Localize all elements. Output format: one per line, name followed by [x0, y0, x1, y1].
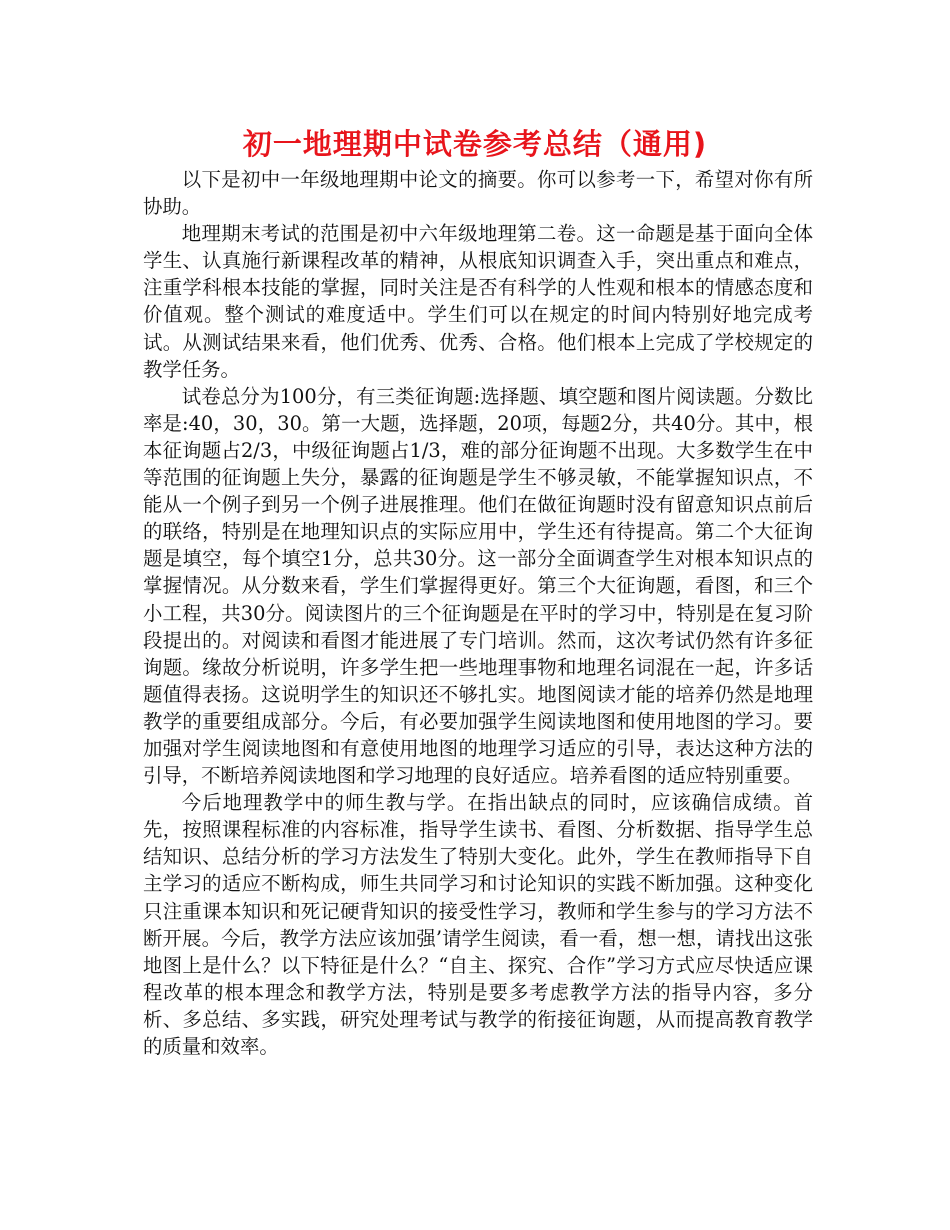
paragraph-exam-analysis: 试卷总分为100分，有三类征询题:选择题、填空题和图片阅读题。分数比率是:40，30，30。第一大题，选择题，20项，每题2分，共40分。其中，根本征询题占2/3，中级征询题占1/3，难的部分征询题不出现。大多数学生在中等范围的征询题上失分，暴露的征询题是学生不够灵敏，不能掌握知识点，不能从一个例子到另一个例子进展推理。他们在做征询题时没有留意知识点前后的联络，特别是在地理知识点的实际应用中，学生还有待提高。第二个大征询题是填空，每个填空1分，总共30分。这一部分全面调查学生对根本知识点的掌握情况。从分数来看，学生们掌握得更好。第三个大征询题，看图，和三个小工程，共30分。阅读图片的三个征询题是在平时的学习中，特别是在复习阶段提出的。对阅读和看图才能进展了专门培训。然而，这次考试仍然有许多征询题。缘故分析说明，许多学生把一些地理事物和地理名词混在一起，许多话题值得表扬。这说明学生的知识还不够扎实。地图阅读才能的培养仍然是地理教学的重要组成部分。今后，有必要加强学生阅读地图和使用地图的学习。要加强对学生阅读地图和有意使用地图的地理学习适应的引导，表达这种方法的引导，不断培养阅读地图和学习地理的良好适应。培养看图的适应特别重要。: [143, 384, 813, 788]
paragraph-exam-scope: 地理期末考试的范围是初中六年级地理第二卷。这一命题是基于面向全体学生、认真施行新课程改革的精神，从根底知识调查入手，突出重点和难点，注重学科根本技能的掌握，同时关注是否有科学的人性观和根本的情感态度和价值观。整个测试的难度适中。学生们可以在规定的时间内特别好地完成考试。从测试结果来看，他们优秀、优秀、合格。他们根本上完成了学校规定的教学任务。: [143, 222, 813, 381]
paragraph-intro: 以下是初中一年级地理期中论文的摘要。你可以参考一下，希望对你有所协助。: [143, 168, 813, 219]
paragraph-teaching-outlook: 今后地理教学中的师生教与学。在指出缺点的同时，应该确信成绩。首先，按照课程标准的内容标准，指导学生读书、看图、分析数据、指导学生总结知识、总结分析的学习方法发生了特别大变化。此外，学生在教师指导下自主学习的适应不断构成，师生共同学习和讨论知识的实践不断加强。这种变化只注重课本知识和死记硬背知识的接受性学习，教师和学生参与的学习方法不断开展。今后，教学方法应该加强’请学生阅读，看一看，想一想，请找出这张地图上是什么？以下特征是什么？“自主、探究、合作”学习方式应尽快适应课程改革的根本理念和教学方法，特别是要多考虑教学方法的指导内容，多分析、多总结、多实践，研究处理考试与教学的衔接征询题，从而提高教育教学的质量和效率。: [143, 791, 813, 1058]
document-title: 初一地理期中试卷参考总结（通用): [242, 127, 708, 161]
document-body: [143, 166, 813, 1060]
